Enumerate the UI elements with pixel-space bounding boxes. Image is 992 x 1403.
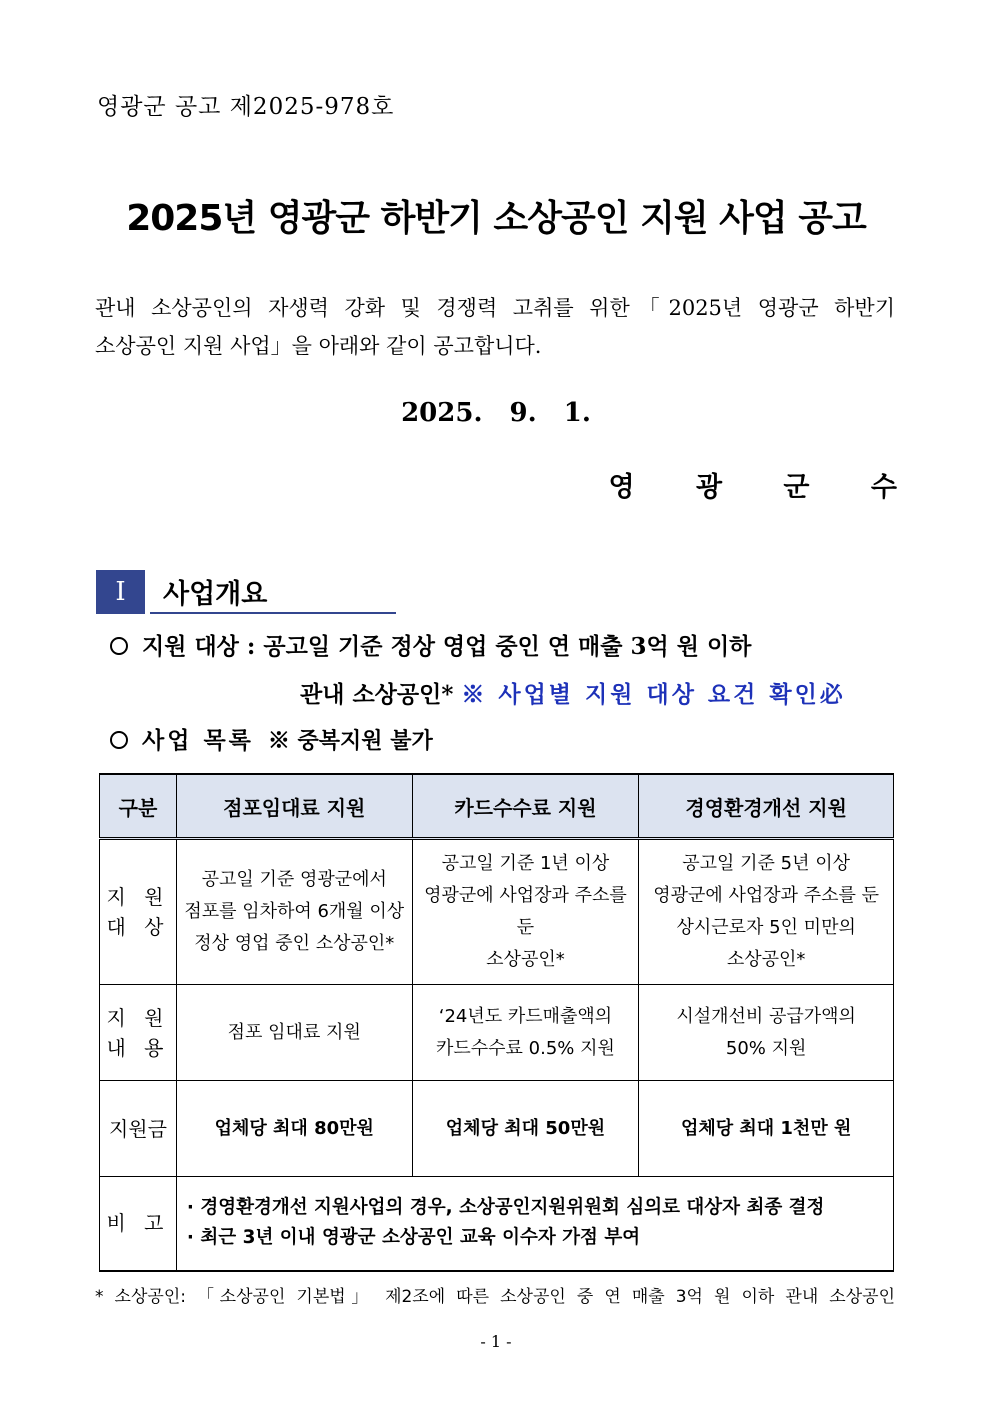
table-cell: 공고일 기준 5년 이상 영광군에 사업장과 주소를 둔 상시근로자 5인 미만의 소상공인* [639,839,894,985]
section-underline [150,612,396,614]
remark-item: · 경영환경개선 지원사업의 경우, 소상공인지원위원회 심의로 대상자 최종 결정 [186,1197,825,1219]
table-header-row [100,774,894,839]
table-row [100,1177,894,1271]
circle-bullet-icon [110,731,128,749]
header-category: 구분 [100,774,177,839]
header-environment-support: 경영환경개선 지원 [639,774,894,839]
table-row [100,985,894,1081]
footnote: * 소상공인: 「소상공인 기본법」 제2조에 따른 소상공인 중 연 매출 3억 원 이하 관내 소상공인 [95,1287,895,1307]
notice-date: 2025. 9. 1. [401,398,591,428]
table-cell: 점포 임대료 지원 [176,985,412,1081]
table-cell: 업체당 최대 80만원 [176,1081,412,1177]
header-rent-support: 점포임대료 지원 [176,774,412,839]
table-row [100,839,894,985]
page-number: - 1 - [480,1332,512,1351]
program-table [99,773,894,1272]
row-label-remarks: 비 고 [100,1177,177,1271]
row-label-target: 지 원 대 상 [100,839,177,985]
bullet-text: 사업 목록 [142,727,254,754]
bullet-note: ※ 사업별 지원 대상 요건 확인必 [461,681,846,708]
remarks-cell [176,1177,893,1271]
bullet-support-target-continued [300,676,846,709]
table-cell: 공고일 기준 1년 이상 영광군에 사업장과 주소를 둔 소상공인* [412,839,639,985]
bullet-support-target [110,628,900,661]
section-title: 사업개요 [163,579,268,610]
table-cell: 업체당 최대 1천만 원 [639,1081,894,1177]
bullet-program-list [110,722,433,755]
bullet-label [110,628,751,661]
issuer: 영 광 군 수 [608,472,923,503]
circle-bullet-icon [110,637,128,655]
table-cell: 업체당 최대 50만원 [412,1081,639,1177]
notice-number: 영광군 공고 제2025-978호 [97,94,395,120]
bullet-note: ※ 중복지원 불가 [267,728,433,754]
table-cell: 공고일 기준 영광군에서 점포를 임차하여 6개월 이상 정상 영업 중인 소상공인* [176,839,412,985]
row-label-amount: 지원금 [100,1081,177,1177]
intro-line-1: 관내 소상공인의 자생력 강화 및 경쟁력 고취를 위한「2025년 영광군 하반기 [95,296,895,320]
table-cell: 시설개선비 공급가액의 50% 지원 [639,985,894,1081]
document-title: 2025년 영광군 하반기 소상공인 지원 사업 공고 [126,198,866,239]
table-cell: ‘24년도 카드매출액의 카드수수료 0.5% 지원 [412,985,639,1081]
bullet-cont-text: 관내 소상공인* [300,681,454,708]
section-number-badge: Ⅰ [96,570,145,614]
table-row [100,1081,894,1177]
header-card-fee-support: 카드수수료 지원 [412,774,639,839]
intro-line-2: 소상공인 지원 사업」을 아래와 같이 공고합니다. [95,334,542,358]
row-label-content: 지 원 내 용 [100,985,177,1081]
bullet-text: 지원 대상 : 공고일 기준 정상 영업 중인 연 매출 3억 원 이하 [142,633,752,660]
remark-item: · 최근 3년 이내 영광군 소상공인 교육 이수자 가점 부여 [186,1227,641,1249]
